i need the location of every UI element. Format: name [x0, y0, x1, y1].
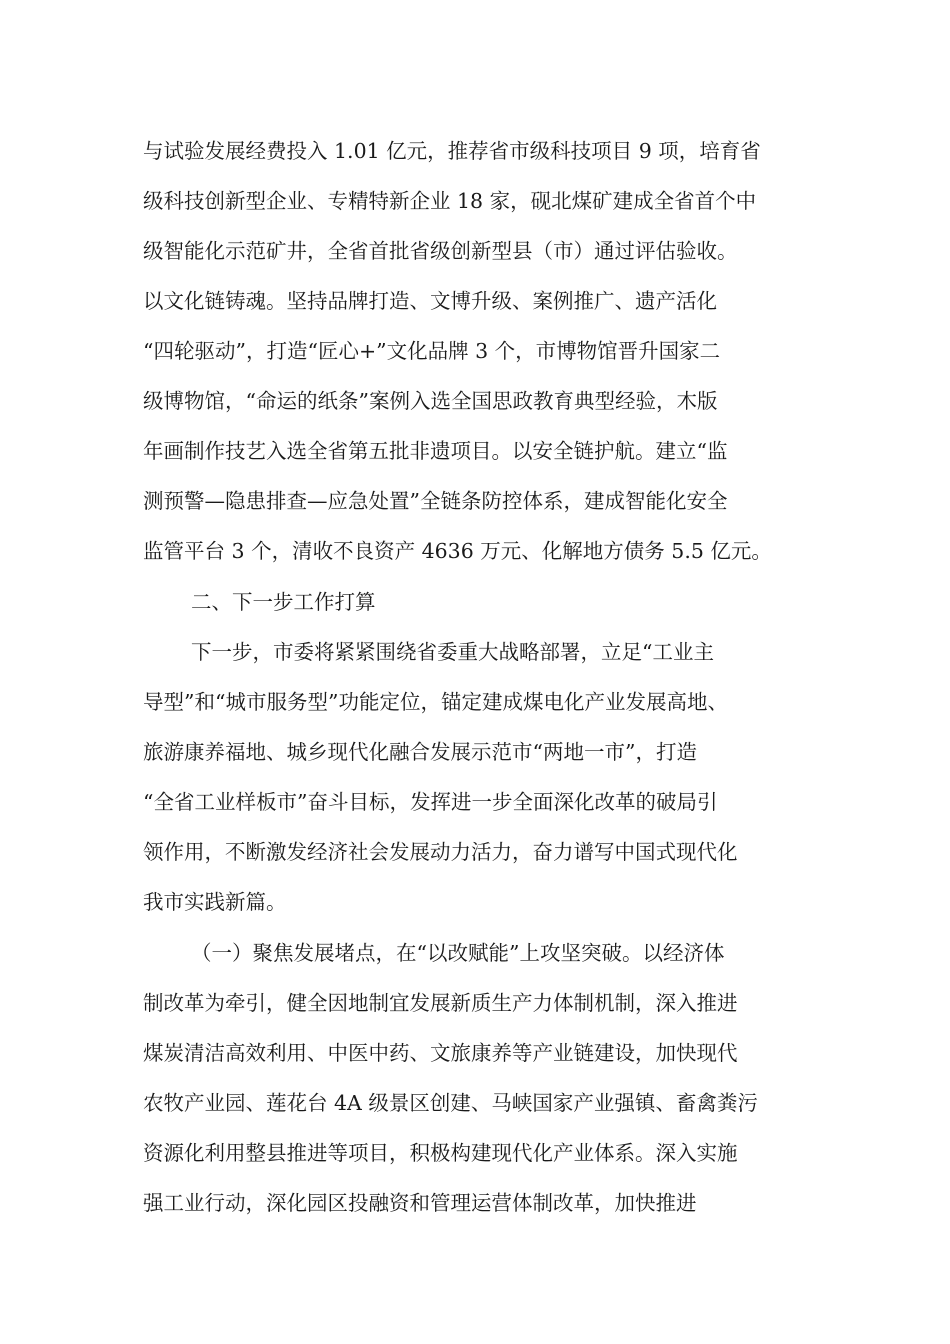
body-text-line: 下一步，市委将紧紧围绕省委重大战略部署，立足“工业主: [191, 640, 714, 664]
body-text-line: 测预警—隐患排查—应急处置”全链条防控体系，建成智能化安全: [143, 489, 728, 513]
body-text-line: 农牧产业园、莲花台 4A 级景区创建、马峡国家产业强镇、畜禽粪污: [143, 1091, 758, 1115]
body-text-line: 监管平台 3 个，清收不良资产 4636 万元、化解地方债务 5.5 亿元。: [143, 539, 772, 563]
body-text-line: 年画制作技艺入选全省第五批非遗项目。以安全链护航。建立“监: [143, 439, 728, 463]
body-text-line: 级科技创新型企业、专精特新企业 18 家，砚北煤矿建成全省首个中: [143, 189, 757, 213]
body-text-line: “四轮驱动”，打造“匠心+”文化品牌 3 个，市博物馆晋升国家二: [143, 339, 721, 363]
body-text-line: 导型”和“城市服务型”功能定位，锚定建成煤电化产业发展高地、: [143, 690, 728, 714]
section-heading: 二、下一步工作打算: [191, 590, 376, 614]
body-text-line: 领作用，不断激发经济社会发展动力活力，奋力谱写中国式现代化: [143, 840, 738, 864]
body-text-line: “全省工业样板市”奋斗目标，发挥进一步全面深化改革的破局引: [143, 790, 718, 814]
body-text-line: 与试验发展经费投入 1.01 亿元，推荐省市级科技项目 9 项，培育省: [143, 139, 761, 163]
body-text-line: 级智能化示范矿井，全省首批省级创新型县（市）通过评估验收。: [143, 239, 738, 263]
body-text-line: 我市实践新篇。: [143, 890, 287, 914]
body-text-line: 制改革为牵引，健全因地制宜发展新质生产力体制机制，深入推进: [143, 991, 738, 1015]
body-text-line: 以文化链铸魂。坚持品牌打造、文博升级、案例推广、遗产活化: [143, 289, 717, 313]
subsection-heading-line: （一）聚焦发展堵点，在“以改赋能”上攻坚突破。以经济体: [191, 941, 725, 965]
body-text-line: 级博物馆，“命运的纸条”案例入选全国思政教育典型经验，木版: [143, 389, 718, 413]
body-text-line: 旅游康养福地、城乡现代化融合发展示范市“两地一市”，打造: [143, 740, 697, 764]
body-text-line: 强工业行动，深化园区投融资和管理运营体制改革，加快推进: [143, 1191, 697, 1215]
body-text-line: 资源化利用整县推进等项目，积极构建现代化产业体系。深入实施: [143, 1141, 738, 1165]
body-text-line: 煤炭清洁高效利用、中医中药、文旅康养等产业链建设，加快现代: [143, 1041, 738, 1065]
